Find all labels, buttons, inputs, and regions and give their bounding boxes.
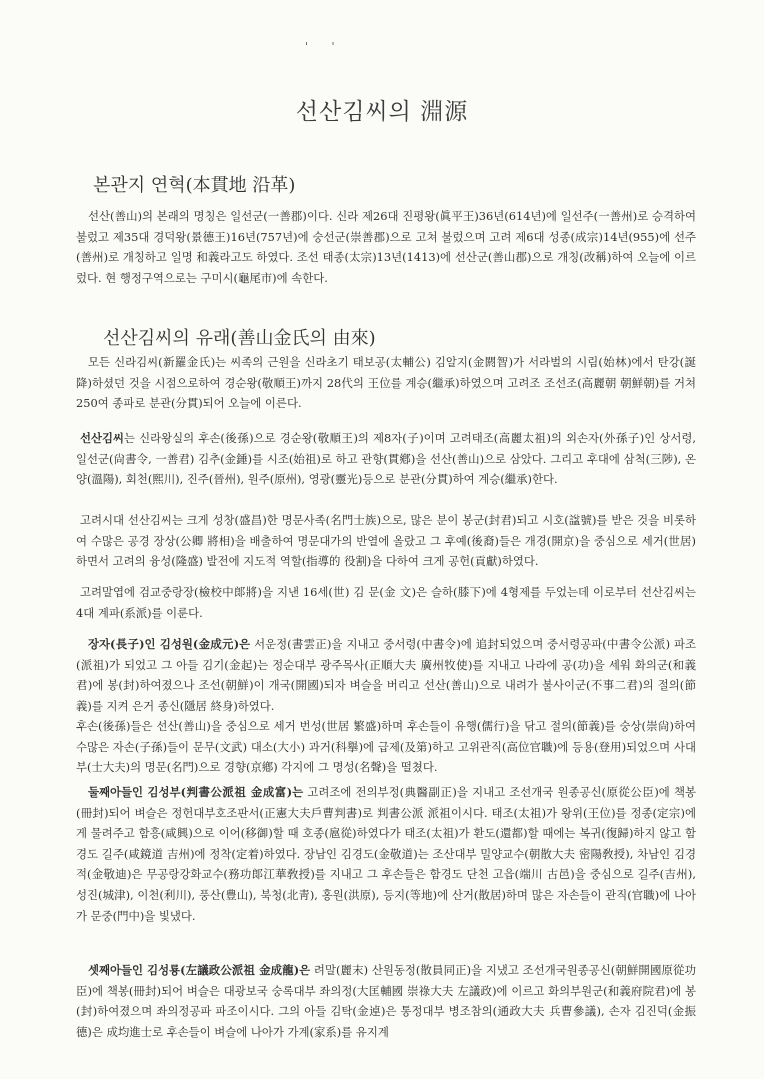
paragraph-lead: 둘째아들인 김성부(判書公派祖 金成富)는 [88,785,304,799]
paragraph-third-son [76,960,696,1042]
paragraph-lead: 장자(長子)인 김성원(金成元)은 [88,637,251,651]
section-heading-origin-place: 본관지 연혁(本貫地 沿革) [93,175,296,196]
paragraph-clan-origin-4 [76,582,696,623]
paragraph-clan-origin-1 [76,352,696,414]
paragraph-text: 고려조에 전의부정(典醫副正)을 지내고 조선개국 원종공신(原從公臣)에 책봉(冊封)되어 벼슬은 정헌대부호조판서(正憲大夫戶曹判書)로 判書公派 派祖이시다. 태조(太祖)가 왕위(王位)를 정종(定宗)에게 물려주고 함흥(咸興)으로 이어(移御)할 때 호종(扈從)하였다가 태조(太祖)가 환도(還都)할 때에는 복귀(復歸)하지 않고 함경도 길주(咸鏡道 吉州)에 정착(定着)하였다. 장남인 김경도(金敬道)는 조산대부 밀양교수(朝散大夫 密陽敎授), 차남인 김경적(金敬迪)은 무공랑강화교수(務功郞江華敎授)를 지내고 그 후손들은 함경도 단천 고읍(端川 古邑)을 중심으로 길주(吉州), 성진(城津), 이천(利川), 풍산(豊山), 북청(北靑), 홍원(洪原), 등지(等地)에 산거(散居)하며 많은 자손들이 관직(官職)에 나아가 문중(門中)을 빛냈다. [76,785,696,923]
paragraph-lead: 선산김씨 [80,431,125,445]
paragraph-text: 고려시대 선산김씨는 크게 성창(盛昌)한 명문사족(名門士族)으로, 많은 분이 봉군(封君)되고 시호(諡號)를 받은 것을 비롯하여 수많은 공경 장상(公卿 將相)을 배출하여 명문대가의 반열에 올랐고 그 후예(後裔)들은 개경(開京)을 중심으로 세거(世居)하면서 고려의 융성(隆盛) 발전에 지도적 역할(指導的 役割)을 다하여 크게 공헌(貢獻)하였다. [76,513,696,569]
header-marks: ' ' [305,40,345,53]
page-title: 선산김씨의 淵源 [295,99,469,125]
paragraph-eldest-son [76,634,696,716]
paragraph-text: 는 신라왕실의 후손(後孫)으로 경순왕(敬順王)의 제8자(子)이며 고려태조(高麗太祖)의 외손자(外孫子)인 상서령, 일선군(尙書令, 一善君) 김추(金錘)를 시조(始祖)로 하고 관향(貫鄕)을 선산(善山)으로 삼았다. 그리고 후대에 삼척(三陟), 온양(溫陽), 회천(熙川), 진주(晉州), 원주(原州), 영광(靈光)등으로 분관(分貫)하여 계승(繼承)한다. [76,431,696,487]
paragraph-lead: 셋째아들인 김성룡(左議政公派祖 金成龍)은 [88,963,311,977]
paragraph-origin-history [76,206,696,288]
paragraph-clan-origin-2 [76,428,696,490]
paragraph-text: 모든 신라김씨(新羅金氏)는 씨족의 근원을 신라초기 태보공(太輔公) 김알지(金閼智)가 서라벌의 시림(始林)에서 탄강(誕降)하셨던 것을 시점으로하여 경순왕(敬順王)까지 28代의 王位를 계승(繼承)하였으며 고려조 조선조(高麗朝 朝鮮朝)를 거쳐 250여 종파로 분관(分貫)되어 오늘에 이른다. [76,355,696,411]
paragraph-text: 서운정(書雲正)을 지내고 중서령(中書令)에 追封되었으며 중서령공파(中書令公派) 파조(派祖)가 되었고 그 아들 김기(金起)는 정순대부 광주목사(正順大夫 廣州牧使)를 지내고 나라에 공(功)을 세워 화의군(和義君)에 봉(封)하여졌으나 조선(朝鮮)이 개국(開國)되자 벼슬을 버리고 선산(善山)으로 내려가 불사이군(不事二君)의 절의(節義)를 지켜 은거 종신(隱居 終身)하였다. [76,637,696,713]
section-heading-clan-origin: 선산김씨의 유래(善山金氏의 由來) [103,328,376,349]
paragraph-text: 고려말엽에 검교중랑장(檢校中郞將)을 지낸 16세(世) 김 문(金 文)은 슬하(膝下)에 4형제를 두었는데 이로부터 선산김씨는 4대 계파(系派)를 이룬다. [76,585,696,620]
paragraph-text: 후손(後孫)들은 선산(善山)을 중심으로 세거 번성(世居 繁盛)하며 후손들이 유행(儒行)을 닦고 절의(節義)를 숭상(崇尙)하여 수많은 자손(子孫)들이 문무(文武) 대소(大小) 과거(科擧)에 급제(及第)하고 고위관직(高位官職)에 등용(登用)되었으며 사대부(士大夫)의 명문(名門)으로 경향(京鄕) 각지에 그 명성(名聲)을 떨쳤다. [76,719,696,775]
paragraph-clan-origin-3 [76,510,696,572]
paragraph-second-son [76,782,696,926]
paragraph-eldest-descendants [76,716,696,778]
paragraph-text: 려말(麗末) 산원동정(散員同正)을 지냈고 조선개국원종공신(朝鮮開國原從功臣)에 책봉(冊封)되어 벼슬은 대광보국 숭록대부 좌의정(大匡輔國 崇祿大夫 左議政)에 이르고 화의부원군(和義府院君)에 봉(封)하여졌으며 좌의정공파 파조이시다. 그의 아들 김탁(金逴)은 통정대부 병조참의(通政大夫 兵曹參議), 손자 김진덕(金振德)은 成均進士로 후손들이 벼슬에 나아가 가계(家系)를 유지계 [76,963,696,1039]
paragraph-text: 선산(善山)의 본래의 명칭은 일선군(一善郡)이다. 신라 제26대 진평왕(眞平王)36년(614년)에 일선주(一善州)로 승격하여 불렀고 제35대 경덕왕(景德王)16년(757년)에 숭선군(崇善郡)으로 고쳐 불렀으며 고려 제6대 성종(成宗)14년(955)에 선주(善州)로 개칭하고 일명 和義라고도 하였다. 조선 태종(太宗)13년(1413)에 선산군(善山郡)으로 개칭(改稱)하여 오늘에 이르렀다. 현 행정구역으로는 구미시(龜尾市)에 속한다. [76,209,696,285]
